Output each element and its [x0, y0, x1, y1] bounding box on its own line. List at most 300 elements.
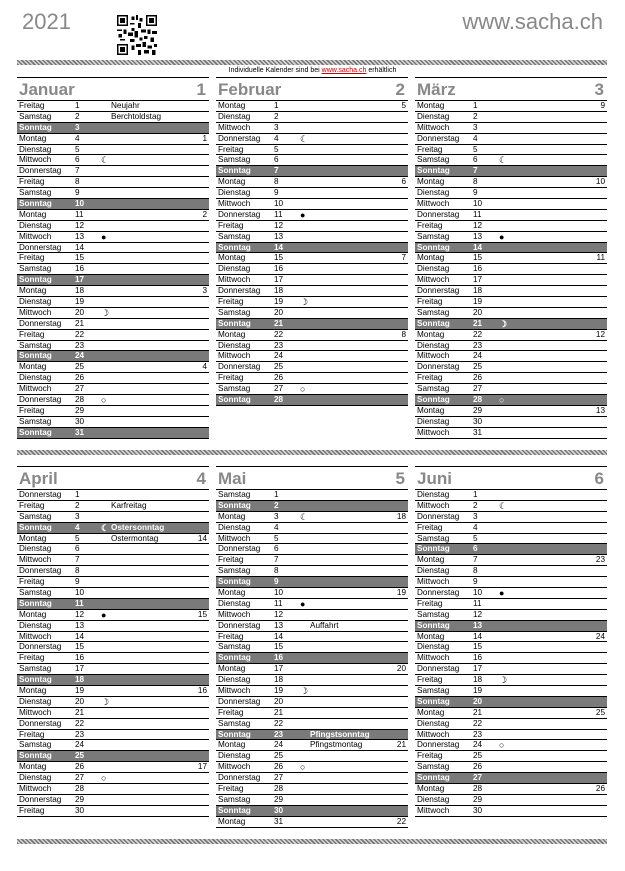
weekday-name: Freitag [19, 253, 45, 263]
day-number: 12 [473, 609, 483, 619]
day-number: 22 [473, 329, 483, 339]
day-row [17, 308, 209, 319]
day-number: 23 [473, 729, 483, 739]
weekday-name: Mittwoch [19, 307, 52, 317]
day-number: 4 [274, 133, 279, 143]
day-row [216, 232, 408, 243]
day-number: 24 [75, 351, 85, 361]
weekday-name: Samstag [218, 490, 251, 499]
week-number: 18 [396, 511, 406, 521]
qr-code-icon [117, 15, 157, 55]
moon-phase-icon: ○ [101, 395, 107, 406]
weekday-name: Samstag [417, 155, 450, 165]
week-number: 6 [401, 177, 406, 187]
weekday-name: Montag [218, 816, 246, 826]
holiday-label: Berchtoldstag [111, 111, 162, 121]
day-row [216, 512, 408, 523]
weekday-name: Mittwoch [218, 199, 251, 209]
day-number: 19 [473, 686, 483, 696]
day-number: 7 [274, 166, 279, 176]
week-number: 24 [595, 631, 605, 641]
day-number: 6 [274, 544, 279, 554]
day-row [17, 417, 209, 428]
day-number: 25 [274, 751, 284, 761]
day-row [17, 523, 209, 534]
day-row [415, 384, 607, 395]
day-number: 25 [473, 751, 483, 761]
day-row [415, 199, 607, 210]
day-number: 15 [274, 253, 284, 263]
day-row [17, 534, 209, 545]
day-number: 27 [473, 773, 483, 783]
info-note-link[interactable]: www.sacha.ch [321, 67, 367, 74]
day-row [415, 534, 607, 545]
week-number: 10 [595, 177, 605, 187]
weekday-name: Donnerstag [19, 642, 62, 652]
info-note: Individuelle Kalender sind bei www.sacha.ch erhältlich [228, 67, 397, 74]
day-number: 17 [274, 275, 284, 285]
moon-phase-icon: ☽ [300, 686, 309, 697]
day-row [216, 544, 408, 555]
weekday-name: Sonntag [417, 166, 450, 176]
weekday-name: Freitag [218, 631, 244, 641]
day-number: 21 [473, 318, 483, 328]
weekday-name: Mittwoch [218, 609, 251, 619]
day-number: 31 [75, 427, 85, 437]
day-row [415, 675, 607, 686]
day-number: 18 [75, 286, 85, 296]
day-row [17, 632, 209, 643]
week-number: 20 [396, 664, 406, 674]
day-number: 17 [274, 664, 284, 674]
day-number: 3 [473, 511, 478, 521]
weekday-name: Mittwoch [417, 427, 450, 437]
weekday-name: Dienstag [218, 188, 251, 198]
weekday-name: Dienstag [417, 188, 450, 198]
day-number: 30 [473, 416, 483, 426]
day-row [216, 199, 408, 210]
day-number: 23 [274, 729, 284, 739]
day-number: 1 [473, 101, 478, 110]
month-number: 1 [196, 80, 206, 99]
weekday-name: Freitag [19, 577, 45, 587]
day-row [415, 373, 607, 384]
weekday-name: Mittwoch [19, 155, 52, 165]
day-number: 10 [473, 199, 483, 209]
day-row [415, 166, 607, 177]
day-number: 13 [274, 231, 284, 241]
day-number: 17 [75, 664, 85, 674]
weekday-name: Dienstag [19, 220, 52, 230]
day-number: 22 [274, 329, 284, 339]
day-row [415, 751, 607, 762]
day-number: 5 [75, 533, 80, 543]
day-row [415, 762, 607, 773]
weekday-name: Samstag [417, 609, 450, 619]
day-number: 21 [75, 707, 85, 717]
day-row [415, 708, 607, 719]
day-number: 21 [75, 318, 85, 328]
day-row [415, 275, 607, 286]
weekday-name: Sonntag [417, 696, 450, 706]
day-number: 21 [473, 707, 483, 717]
day-row [216, 577, 408, 588]
weekday-name: Mittwoch [218, 351, 251, 361]
weekday-name: Dienstag [19, 544, 52, 554]
month-number: 4 [196, 469, 206, 488]
weekday-name: Freitag [417, 220, 443, 230]
day-number: 14 [274, 242, 284, 252]
day-number: 21 [274, 318, 284, 328]
day-row [216, 675, 408, 686]
week-number: 12 [595, 329, 605, 339]
day-number: 4 [75, 522, 80, 532]
moon-phase-icon: ☽ [300, 297, 309, 308]
holiday-label: Auffahrt [310, 620, 339, 630]
week-number: 23 [595, 555, 605, 565]
day-number: 6 [473, 155, 478, 165]
weekday-name: Donnerstag [19, 395, 62, 405]
day-row [216, 253, 408, 264]
day-row [216, 341, 408, 352]
weekday-name: Montag [218, 329, 246, 339]
weekday-name: Samstag [19, 111, 52, 121]
day-number: 22 [473, 718, 483, 728]
day-number: 24 [473, 351, 483, 361]
week-number: 14 [197, 533, 207, 543]
weekday-name: Freitag [19, 729, 45, 739]
month-januar [17, 77, 209, 439]
day-number: 28 [75, 784, 85, 794]
holiday-label: Karfreitag [111, 500, 147, 510]
weekday-name: Freitag [417, 373, 443, 383]
day-number: 10 [274, 588, 284, 598]
weekday-name: Montag [218, 511, 246, 521]
weekday-name: Montag [19, 762, 47, 772]
weekday-name: Samstag [218, 155, 251, 165]
weekday-name: Dienstag [19, 696, 52, 706]
day-number: 10 [473, 588, 483, 598]
moon-phase-icon: ● [499, 588, 505, 599]
day-row [17, 428, 209, 439]
day-row [415, 730, 607, 741]
day-row [415, 544, 607, 555]
day-row [17, 341, 209, 352]
day-row [415, 501, 607, 512]
moon-phase-icon: ☾ [499, 155, 508, 166]
day-row [17, 264, 209, 275]
day-number: 19 [473, 297, 483, 307]
weekday-name: Donnerstag [218, 620, 261, 630]
day-number: 11 [274, 209, 283, 219]
day-row [17, 297, 209, 308]
moon-phase-icon: ☽ [499, 675, 508, 686]
day-number: 19 [274, 686, 284, 696]
weekday-name: Mittwoch [218, 762, 251, 772]
weekday-name: Mittwoch [19, 384, 52, 394]
weekday-name: Montag [417, 253, 445, 263]
weekday-name: Freitag [218, 220, 244, 230]
day-row [216, 730, 408, 741]
weekday-name: Samstag [417, 384, 450, 394]
day-number: 12 [274, 220, 284, 230]
day-row [216, 297, 408, 308]
day-number: 9 [274, 577, 279, 587]
day-number: 28 [274, 784, 284, 794]
day-row [415, 417, 607, 428]
day-row [415, 232, 607, 243]
day-row [17, 188, 209, 199]
day-number: 13 [473, 231, 483, 241]
weekday-name: Donnerstag [417, 209, 460, 219]
day-number: 28 [75, 395, 85, 405]
day-number: 23 [473, 340, 483, 350]
weekday-name: Mittwoch [417, 351, 450, 361]
holiday-label: Ostersonntag [111, 522, 165, 532]
day-number: 17 [473, 275, 483, 285]
week-number: 16 [197, 686, 207, 696]
day-row [216, 188, 408, 199]
weekday-name: Samstag [417, 762, 450, 772]
day-number: 14 [473, 631, 483, 641]
moon-phase-icon: ☽ [499, 318, 508, 329]
day-number: 4 [473, 522, 478, 532]
weekday-name: Donnerstag [19, 318, 62, 328]
bottom-divider [17, 839, 607, 844]
day-row [415, 632, 607, 643]
weekday-name: Montag [218, 177, 246, 187]
weekday-name: Freitag [417, 675, 443, 685]
day-row [415, 308, 607, 319]
day-row [216, 177, 408, 188]
weekday-name: Dienstag [218, 522, 251, 532]
day-number: 15 [75, 642, 85, 652]
day-number: 23 [75, 340, 85, 350]
day-number: 27 [75, 773, 85, 783]
weekday-name: Samstag [417, 686, 450, 696]
weekday-name: Freitag [417, 751, 443, 761]
weekday-name: Montag [218, 101, 246, 110]
day-number: 26 [274, 373, 284, 383]
month-name: April [19, 469, 58, 488]
day-row [17, 406, 209, 417]
day-number: 14 [473, 242, 483, 252]
weekday-name: Sonntag [417, 242, 450, 252]
weekday-name: Samstag [218, 231, 251, 241]
week-number: 8 [401, 329, 406, 339]
day-number: 11 [274, 598, 283, 608]
day-row [415, 784, 607, 795]
week-number: 4 [202, 362, 207, 372]
weekday-name: Mittwoch [417, 805, 450, 815]
weekday-name: Freitag [19, 329, 45, 339]
weekday-name: Mittwoch [218, 533, 251, 543]
weekday-name: Mittwoch [417, 577, 450, 587]
day-number: 14 [274, 631, 284, 641]
weekday-name: Dienstag [19, 144, 52, 154]
weekday-name: Freitag [417, 144, 443, 154]
day-number: 26 [473, 373, 483, 383]
day-row [216, 566, 408, 577]
day-row [17, 588, 209, 599]
day-row [415, 253, 607, 264]
day-row [216, 719, 408, 730]
day-row [17, 395, 209, 406]
day-row [216, 588, 408, 599]
weekday-name: Sonntag [19, 122, 52, 132]
day-number: 27 [274, 384, 284, 394]
day-number: 31 [274, 816, 284, 826]
day-number: 17 [473, 664, 483, 674]
day-number: 28 [473, 784, 483, 794]
weekday-name: Donnerstag [19, 166, 62, 176]
day-row [17, 490, 209, 501]
day-number: 16 [473, 653, 483, 663]
weekday-name: Mittwoch [19, 555, 52, 565]
day-number: 24 [473, 740, 483, 750]
weekday-name: Sonntag [417, 773, 450, 783]
day-number: 15 [473, 253, 483, 263]
holiday-label: Neujahr [111, 101, 140, 110]
day-number: 3 [274, 122, 279, 132]
month-name: März [417, 80, 456, 99]
day-number: 25 [274, 362, 284, 372]
weekday-name: Freitag [19, 653, 45, 663]
day-row [415, 621, 607, 632]
day-row [216, 351, 408, 362]
day-row [216, 664, 408, 675]
weekday-name: Donnerstag [218, 696, 261, 706]
day-number: 28 [473, 395, 483, 405]
weekday-name: Dienstag [218, 598, 251, 608]
moon-phase-icon: ● [101, 231, 107, 242]
month-number: 5 [395, 469, 405, 488]
day-row [415, 653, 607, 664]
day-row [415, 599, 607, 610]
day-row [17, 501, 209, 512]
weekday-name: Dienstag [417, 264, 450, 274]
moon-phase-icon: ☽ [101, 307, 110, 318]
day-number: 25 [473, 362, 483, 372]
weekday-name: Donnerstag [218, 773, 261, 783]
weekday-name: Sonntag [218, 166, 251, 176]
day-number: 2 [473, 500, 478, 510]
weekday-name: Dienstag [19, 773, 52, 783]
weekday-name: Montag [19, 209, 47, 219]
day-row [216, 762, 408, 773]
week-number: 1 [202, 133, 207, 143]
day-row [17, 362, 209, 373]
week-number: 19 [396, 588, 406, 598]
weekday-name: Donnerstag [417, 133, 460, 143]
day-row [17, 599, 209, 610]
month-header [415, 77, 607, 101]
day-number: 4 [274, 522, 279, 532]
day-row [216, 210, 408, 221]
day-row [17, 232, 209, 243]
day-row [216, 319, 408, 330]
holiday-label: Pfingstsonntag [310, 729, 370, 739]
day-number: 31 [473, 427, 483, 437]
day-row [216, 384, 408, 395]
day-row [216, 243, 408, 254]
day-number: 26 [473, 762, 483, 772]
day-row [415, 686, 607, 697]
day-number: 24 [75, 740, 85, 750]
day-row [415, 101, 607, 112]
middle-divider [17, 450, 607, 455]
day-number: 14 [75, 631, 85, 641]
day-number: 6 [473, 544, 478, 554]
weekday-name: Samstag [19, 264, 52, 274]
day-row [17, 642, 209, 653]
weekday-name: Dienstag [19, 373, 52, 383]
moon-phase-icon: ● [499, 231, 505, 242]
week-number: 5 [401, 101, 406, 110]
month-number: 3 [594, 80, 604, 99]
day-number: 27 [473, 384, 483, 394]
weekday-name: Donnerstag [218, 544, 261, 554]
day-row [17, 555, 209, 566]
day-row [415, 188, 607, 199]
day-number: 13 [274, 620, 284, 630]
day-row [216, 395, 408, 406]
week-number: 21 [396, 740, 406, 750]
day-row [415, 512, 607, 523]
day-number: 8 [274, 566, 279, 576]
day-row [216, 101, 408, 112]
weekday-name: Sonntag [19, 275, 52, 285]
day-number: 18 [75, 675, 85, 685]
day-row [17, 253, 209, 264]
day-number: 15 [274, 642, 284, 652]
day-number: 2 [274, 111, 279, 121]
weekday-name: Mittwoch [19, 707, 52, 717]
day-number: 30 [473, 805, 483, 815]
day-row [17, 675, 209, 686]
day-number: 24 [274, 351, 284, 361]
weekday-name: Montag [19, 609, 47, 619]
weekday-name: Donnerstag [218, 286, 261, 296]
weekday-name: Sonntag [218, 577, 251, 587]
day-number: 20 [75, 307, 85, 317]
weekday-name: Donnerstag [417, 588, 460, 598]
day-row [17, 134, 209, 145]
day-row [17, 784, 209, 795]
day-row [17, 199, 209, 210]
day-number: 24 [274, 740, 284, 750]
day-row [415, 341, 607, 352]
day-row [415, 221, 607, 232]
weekday-name: Mittwoch [417, 122, 450, 132]
weekday-name: Montag [19, 533, 47, 543]
day-number: 19 [75, 297, 85, 307]
day-row [415, 319, 607, 330]
day-number: 15 [473, 642, 483, 652]
weekday-name: Donnerstag [417, 362, 460, 372]
weekday-name: Freitag [417, 598, 443, 608]
weekday-name: Freitag [417, 297, 443, 307]
weekday-name: Samstag [218, 307, 251, 317]
day-number: 26 [75, 373, 85, 383]
weekday-name: Sonntag [218, 318, 251, 328]
day-row [216, 555, 408, 566]
week-number: 25 [595, 707, 605, 717]
day-row [17, 123, 209, 134]
day-number: 7 [473, 166, 478, 176]
day-row [216, 134, 408, 145]
day-row [17, 730, 209, 741]
